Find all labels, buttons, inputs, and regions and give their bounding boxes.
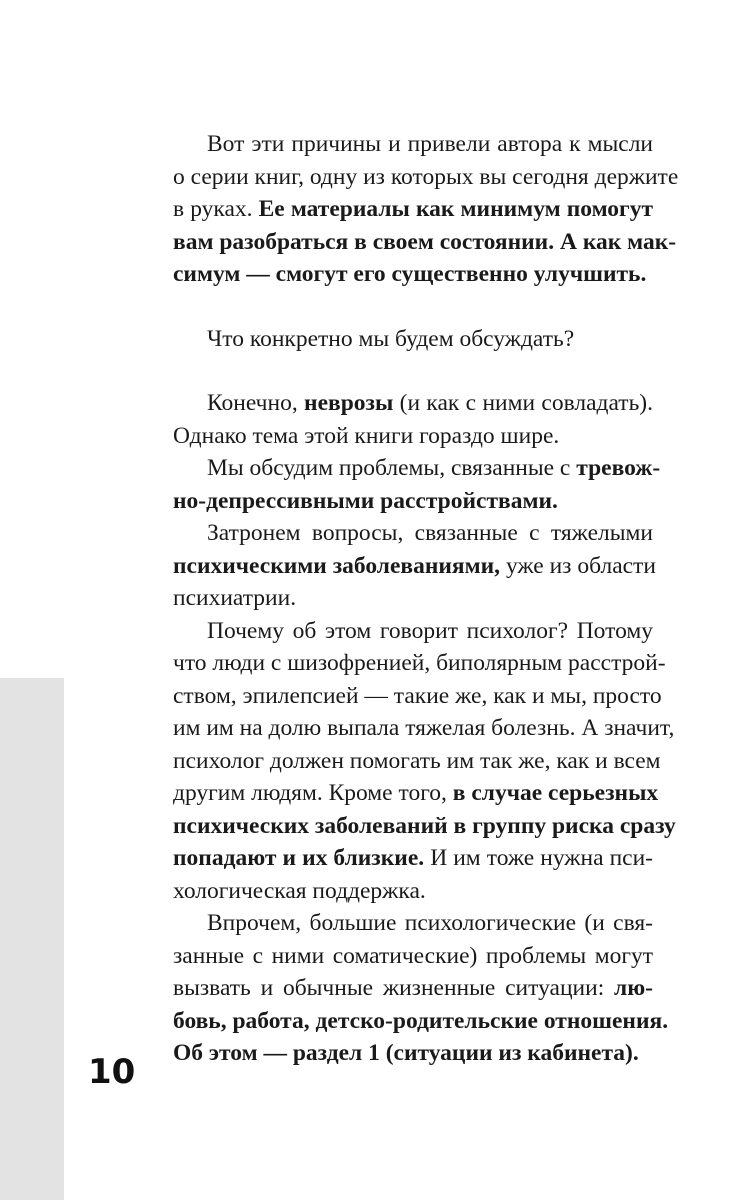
text-line (173, 907, 653, 940)
text-run: Впрочем, большие психологические (и свя- (207, 910, 653, 936)
text-line (173, 193, 653, 226)
text-run: Что конкретно мы будем обсуждать? (207, 325, 575, 352)
text-line (173, 842, 653, 875)
text-line (173, 1037, 653, 1070)
bold-text-run: Об этом — раздел 1 (ситуации из кабинета). (173, 1040, 639, 1066)
bold-text-run: лю- (614, 975, 653, 1001)
text-run: о серии книг, одну из которых вы сегодня держите (173, 163, 679, 190)
text-line (173, 680, 662, 713)
bold-text-run: психическими заболеваниями, (173, 552, 501, 579)
text-run: Однако тема этой книги гораздо шире. (173, 422, 560, 449)
bold-text-run: попадают и их близкие. (173, 845, 425, 871)
text-line (173, 550, 656, 583)
paragraph-1 (173, 128, 679, 291)
text-run: уже из области (500, 552, 656, 579)
bold-text-run: неврозы (304, 390, 394, 416)
text-line (173, 647, 666, 680)
text-run: И им тоже нужна пси- (424, 845, 653, 871)
page-number: 10 (88, 1052, 136, 1092)
bold-text-run: но-депрессивными расстройствами. (173, 487, 558, 514)
text-line (173, 161, 679, 194)
text-line (173, 810, 676, 843)
text-run: Затронем вопросы, связанные с тяжелыми (207, 520, 653, 546)
text-run: (и как с ними совладать). (393, 390, 653, 416)
paragraph-7 (173, 907, 669, 1070)
bold-text-run: в случае серьезных (452, 780, 659, 806)
text-line (173, 875, 653, 908)
paragraph-2 (173, 323, 653, 356)
bold-text-run: вам разобраться в своем состоянии. А как мак- (173, 228, 677, 255)
text-run: ством, эпилепсией — такие же, как и мы, просто (173, 682, 662, 709)
text-run: им им на долю выпала тяжелая болезнь. А значит, (173, 715, 675, 741)
text-line (173, 452, 661, 485)
text-line (173, 420, 653, 453)
text-run: в руках. (173, 196, 259, 222)
text-line (173, 777, 659, 810)
text-run: Почему об этом говорит психолог? Потому (207, 617, 653, 644)
text-run: психолог должен помогать им так же, как и всем (173, 747, 661, 774)
text-line (173, 615, 653, 648)
text-line (173, 940, 653, 973)
paragraph-5 (173, 517, 656, 615)
text-line (173, 517, 653, 550)
text-line (173, 972, 653, 1005)
text-line (173, 712, 675, 745)
text-line (173, 226, 677, 259)
text-line (173, 387, 653, 420)
bold-text-run: психических заболеваний в группу риска сразу (173, 812, 676, 839)
text-line (173, 485, 653, 518)
bold-text-run: тревож- (576, 455, 661, 481)
paragraph-3 (173, 387, 653, 452)
text-run: Вот эти причины и привели автора к мысли (207, 131, 653, 157)
bold-text-run: симум — смогут его существенно улучшить. (173, 261, 647, 287)
text-run: другим людям. Кроме того, (173, 780, 453, 806)
paragraph-4 (173, 452, 661, 517)
text-run: хологическая поддержка. (173, 877, 426, 904)
text-line (173, 582, 653, 615)
text-run: что люди с шизофренией, биполярным расстрой- (173, 650, 666, 676)
bold-text-run: бовь, работа, детско-родительские отношения. (173, 1007, 669, 1034)
text-run: занные с ними соматические) проблемы могут (173, 942, 653, 969)
text-line (173, 323, 653, 356)
text-run: вызвать и обычные жизненные ситуации: (173, 975, 615, 1001)
text-run: психиатрии. (173, 585, 297, 611)
text-run: Мы обсудим проблемы, связанные с (207, 455, 577, 481)
text-line (173, 745, 661, 778)
paragraph-6 (173, 615, 676, 908)
page-edge-strip (0, 678, 64, 1200)
text-run: Конечно, (207, 390, 305, 416)
text-line (173, 258, 653, 291)
text-line (173, 128, 653, 161)
text-line (173, 1005, 669, 1038)
body-text (173, 128, 679, 1070)
bold-text-run: Ее материалы как минимум помогут (258, 196, 653, 222)
